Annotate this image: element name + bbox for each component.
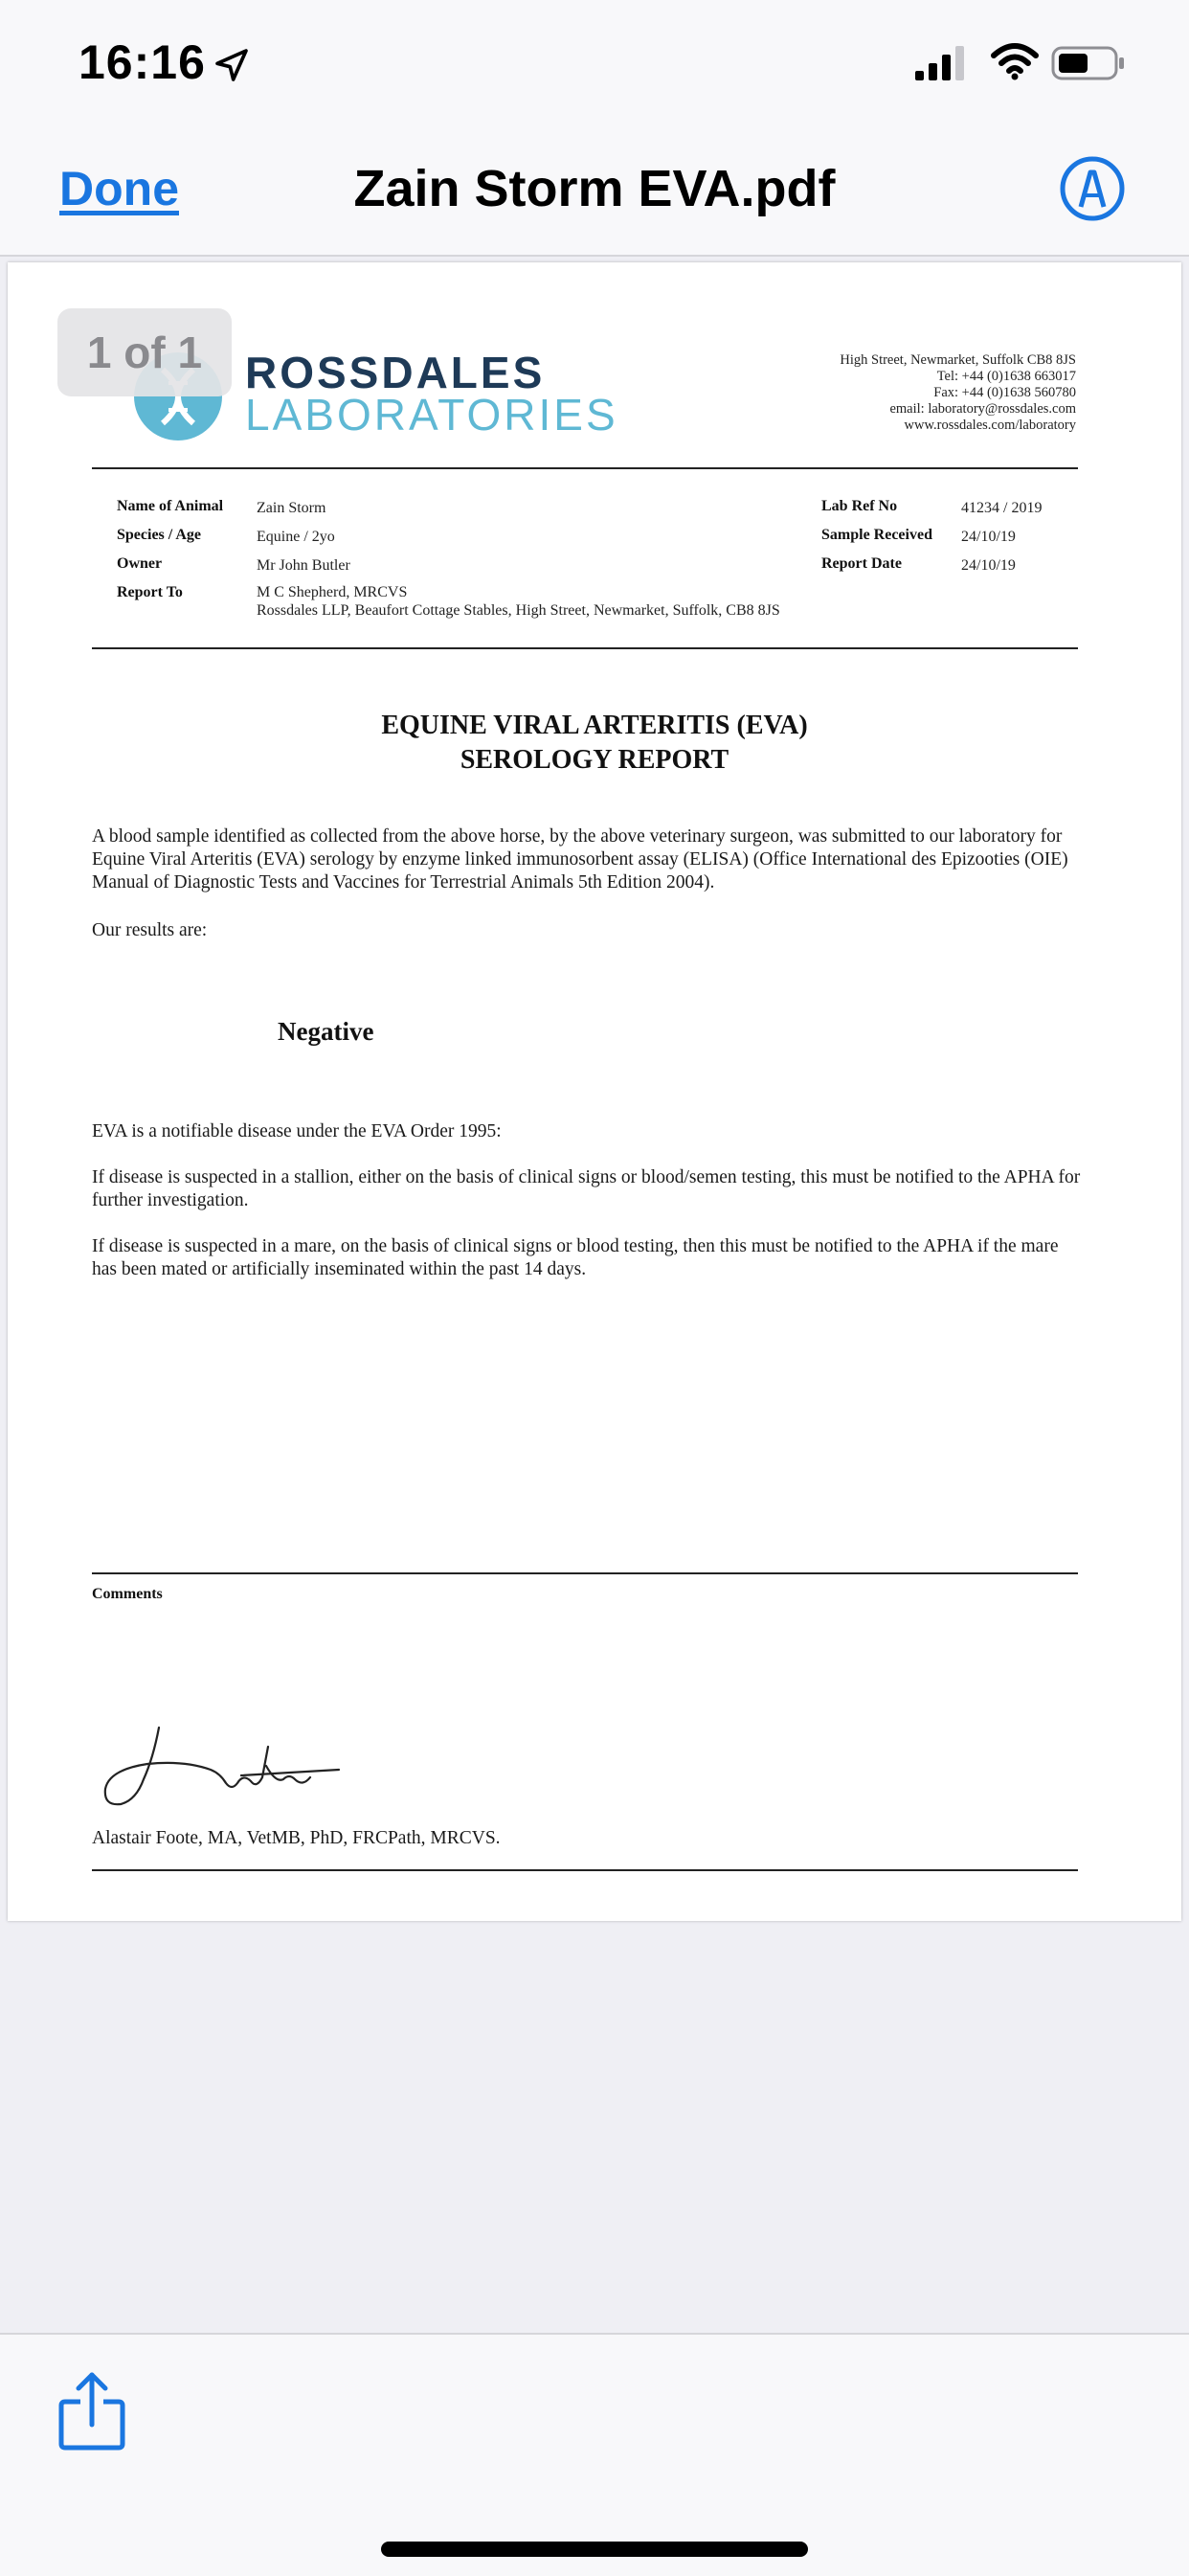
page-title: Zain Storm EVA.pdf (353, 160, 836, 217)
sample-received-value: 24/10/19 (961, 529, 1016, 545)
battery-icon (1051, 44, 1126, 82)
species-value: Equine / 2yo (257, 529, 335, 545)
cellular-signal-icon (915, 46, 969, 80)
address-line: email: laboratory@rossdales.com (889, 401, 1076, 417)
status-bar (0, 0, 1189, 134)
address-line: High Street, Newmarket, Suffolk CB8 8JS (840, 352, 1076, 368)
stallion-note: If disease is suspected in a stallion, either on the basis of clinical signs or blood/semen testing, this must be notified to the APHA for further investigation. (92, 1167, 1081, 1210)
signer-name: Alastair Foote, MA, VetMB, PhD, FRCPath, MRCVS. (92, 1828, 501, 1848)
report-date-label: Report Date (821, 555, 902, 572)
address-line: Fax: +44 (0)1638 560780 (933, 385, 1076, 400)
lab-ref-value: 41234 / 2019 (961, 500, 1043, 516)
report-to-value: M C Shepherd, MRCVS (257, 584, 408, 600)
lab-address (840, 352, 1076, 434)
share-icon[interactable] (57, 2369, 126, 2452)
mare-note: If disease is suspected in a mare, on the basis of clinical signs or blood testing, then this must be notified to the APHA if the mare has been mated or artificially inseminated within the past 14 days. (92, 1236, 1059, 1279)
report-title-line-1: EQUINE VIRAL ARTERITIS (EVA) (381, 711, 808, 740)
sample-received-label: Sample Received (821, 527, 932, 543)
logo-line-2: LABORATORIES (245, 390, 618, 440)
report-title-line-2: SEROLOGY REPORT (460, 745, 729, 775)
report-document (8, 262, 1181, 1921)
done-button[interactable]: Done (59, 162, 179, 215)
home-indicator[interactable] (381, 2542, 808, 2557)
wifi-icon (990, 42, 1040, 80)
comments-label: Comments (92, 1586, 163, 1602)
lab-ref-label: Lab Ref No (821, 498, 898, 514)
report-to-address: Rossdales LLP, Beaufort Cottage Stables, High Street, Newmarket, Suffolk, CB8 8JS (257, 602, 780, 619)
markup-pen-icon[interactable] (1059, 155, 1126, 222)
divider (92, 647, 1078, 649)
signature-image (98, 1720, 356, 1816)
report-to-label: Report To (117, 584, 183, 600)
divider (92, 1572, 1078, 1574)
notifiable-statement: EVA is a notifiable disease under the EVA Order 1995: (92, 1121, 502, 1141)
nav-bar (0, 134, 1189, 257)
bottom-toolbar (0, 2333, 1189, 2576)
species-label: Species / Age (117, 527, 201, 543)
divider (92, 1869, 1078, 1871)
address-line: www.rossdales.com/laboratory (904, 418, 1076, 433)
page-indicator: 1 of 1 (57, 308, 232, 396)
animal-name-value: Zain Storm (257, 500, 326, 516)
divider (92, 467, 1078, 469)
intro-paragraph: A blood sample identified as collected from the above horse, by the above veterinary surgeon, was submitted to our laboratory for Equine Viral Arteritis (EVA) serology by enzyme linked immunosorbent assay (ELISA) (Office International des Epizooties (OIE) Manual of Diagnostic Tests and Vaccines for Terrestrial Animals 5th Edition 2004). (92, 826, 1068, 893)
status-time: 16:16 (79, 35, 206, 89)
logo-line-1: ROSSDALES (245, 348, 546, 397)
pdf-page[interactable] (8, 262, 1181, 1921)
owner-label: Owner (117, 555, 163, 572)
address-line: Tel: +44 (0)1638 663017 (936, 369, 1076, 384)
location-arrow-icon (213, 46, 251, 84)
animal-name-label: Name of Animal (117, 498, 224, 514)
owner-value: Mr John Butler (257, 557, 350, 574)
report-date-value: 24/10/19 (961, 557, 1016, 574)
results-intro: Our results are: (92, 920, 208, 940)
test-result: Negative (278, 1017, 374, 1046)
